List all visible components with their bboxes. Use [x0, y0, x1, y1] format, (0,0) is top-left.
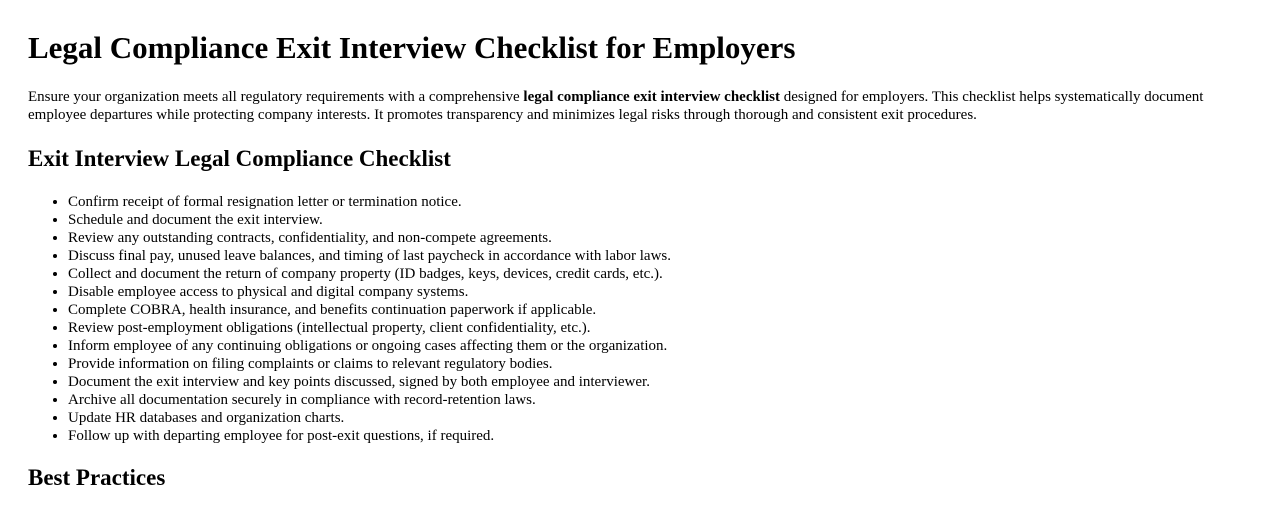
checklist-item: • Discuss final pay, unused leave balances, and timing of last paycheck in accordance with labor laws.	[68, 247, 1250, 265]
checklist-item: • Inform employee of any continuing obligations or ongoing cases affecting them or the organization.	[68, 337, 1250, 355]
page-title: Legal Compliance Exit Interview Checklist for Employers	[28, 30, 796, 65]
checklist-item: • Follow up with departing employee for post-exit questions, if required.	[68, 427, 1250, 445]
intro-bold-keyword: legal compliance exit interview checklist	[523, 89, 781, 105]
checklist-item: • Collect and document the return of company property (ID badges, keys, devices, credit cards, etc.).	[68, 265, 1250, 283]
best-practices-heading: Best Practices	[28, 465, 166, 490]
checklist-item: • Document the exit interview and key points discussed, signed by both employee and interviewer.	[68, 373, 1250, 391]
intro-text-end: designed for employers. This checklist helps systematically document employee departures while protecting company interests. It promotes transparency and minimizes legal risks through thorough and consistent exit procedures.	[28, 89, 1204, 123]
document-page	[0, 30, 1278, 492]
checklist-item: • Review any outstanding contracts, confidentiality, and non-compete agreements.	[68, 229, 1250, 247]
checklist-item: • Review post-employment obligations (intellectual property, client confidentiality, etc.).	[68, 319, 1250, 337]
intro-paragraph	[28, 88, 1238, 124]
checklist-item: • Provide information on filing complaints or claims to relevant regulatory bodies.	[68, 355, 1250, 373]
checklist-item: • Archive all documentation securely in compliance with record-retention laws.	[68, 391, 1250, 409]
checklist-item: • Complete COBRA, health insurance, and benefits continuation paperwork if applicable.	[68, 301, 1250, 319]
checklist-item: • Update HR databases and organization charts.	[68, 409, 1250, 427]
checklist-item: • Confirm receipt of formal resignation letter or termination notice.	[68, 193, 1250, 211]
checklist-heading: Exit Interview Legal Compliance Checklist	[28, 146, 451, 171]
checklist	[28, 193, 1250, 445]
checklist-item: • Schedule and document the exit interview.	[68, 211, 1250, 229]
intro-text-start: Ensure your organization meets all regulatory requirements with a comprehensive	[28, 89, 524, 105]
checklist-item: • Disable employee access to physical and digital company systems.	[68, 283, 1250, 301]
